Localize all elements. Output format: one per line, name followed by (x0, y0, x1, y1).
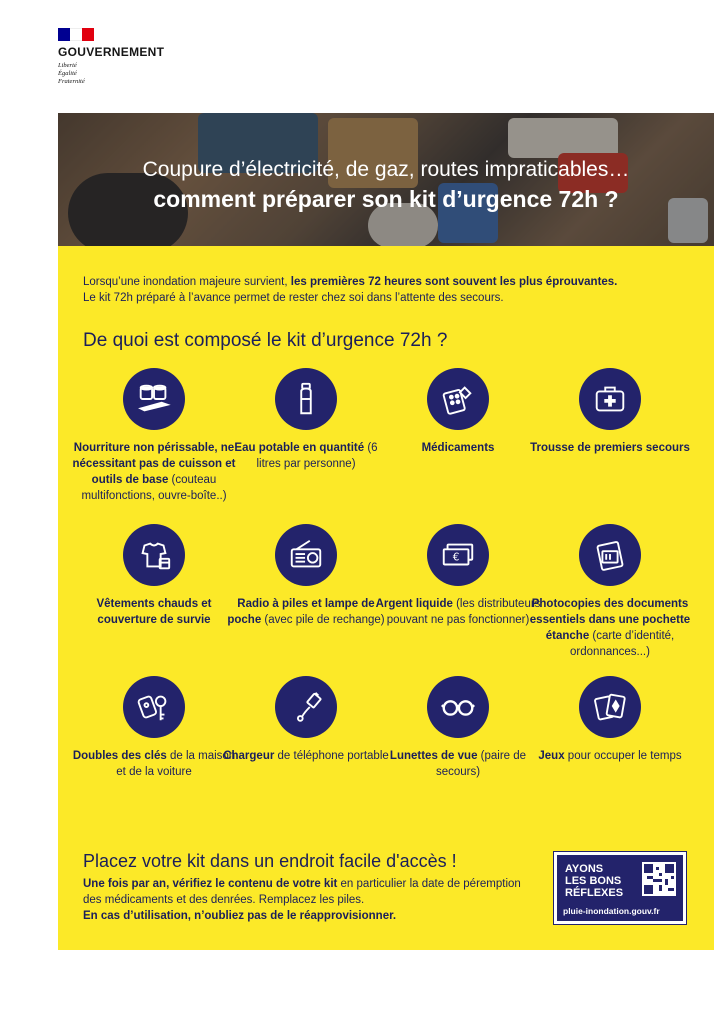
bottom-text (83, 876, 523, 924)
medication-icon (427, 368, 489, 430)
logo-motto (58, 62, 198, 86)
label-bold: Lunettes de vue (389, 750, 478, 762)
good-reflexes-badge (554, 852, 686, 924)
label-bold: Chargeur (223, 750, 275, 762)
documents-pouch-icon (579, 524, 641, 586)
label-bold: Jeux (538, 750, 565, 762)
bottom-p2-bold: En cas d’utilisation, n’oubliez pas de le réapprovisionner. (83, 910, 397, 922)
kit-item-food (69, 368, 239, 504)
kit-item-glasses (373, 676, 543, 780)
motto-egalite: Égalité (58, 70, 77, 77)
bottom-p1-bold: Une fois par an, vérifiez le contenu de votre kit (83, 878, 338, 890)
intro-text (83, 274, 703, 306)
motto-liberte: Liberté (58, 62, 77, 69)
kit-item-label (69, 440, 239, 504)
label-normal: (paire de secours) (435, 750, 527, 778)
intro-part2: les premières 72 heures sont souvent les plus éprouvantes. (290, 276, 618, 288)
kit-item-keys (69, 676, 239, 780)
label-bold: Trousse de premiers secours (530, 442, 690, 454)
kit-item-label (221, 596, 391, 628)
phone-charger-icon (275, 676, 337, 738)
label-bold: Photocopies des documents essentiels dans une pochette étanche (529, 598, 691, 642)
kit-item-clothes (69, 524, 239, 628)
label-bold: Doubles des clés (72, 750, 167, 762)
radio-icon (275, 524, 337, 586)
kit-item-label (69, 596, 239, 628)
kit-item-label (525, 440, 695, 456)
section-title: De quoi est composé le kit d’urgence 72h ? (83, 330, 448, 351)
badge-line1: AYONS (565, 863, 604, 875)
label-normal: de la maison et de la voiture (116, 750, 236, 778)
kit-item-first-aid (525, 368, 695, 456)
label-normal: pour occuper le temps (564, 750, 682, 762)
kit-item-radio (221, 524, 391, 628)
kit-item-medication (373, 368, 543, 456)
badge-text (565, 863, 623, 899)
label-bold: Médicaments (421, 442, 495, 454)
kit-item-label (373, 596, 543, 628)
label-normal: de téléphone portable (274, 750, 389, 762)
hero-banner (58, 113, 714, 246)
kit-item-documents (525, 524, 695, 660)
kit-item-label (373, 440, 543, 456)
kit-item-charger (221, 676, 391, 764)
badge-line3: RÉFLEXES (565, 887, 624, 899)
motto-fraternite: Fraternité (58, 78, 85, 85)
hero-subtitle: Coupure d’électricité, de gaz, routes impraticables… (142, 158, 630, 181)
kit-item-water (221, 368, 391, 472)
label-normal: (avec pile de rechange) (261, 614, 385, 626)
label-bold: Eau potable en quantité (234, 442, 365, 454)
kit-item-label (221, 440, 391, 472)
label-normal: (carte d’identité, ordonnances...) (570, 630, 675, 658)
warm-clothes-icon (123, 524, 185, 586)
kit-item-label (69, 748, 239, 780)
label-bold: Nourriture non périssable, ne nécessitant pas de cuisson et outils de base (72, 442, 236, 486)
label-bold: Vêtements chauds et couverture de survie (96, 598, 212, 626)
intro-part1: Lorsqu’une inondation majeure survient, (83, 276, 291, 288)
content-panel (58, 246, 714, 950)
label-bold: Argent liquide (375, 598, 453, 610)
hero-title: comment préparer son kit d’urgence 72h ? (153, 186, 619, 212)
glasses-icon (427, 676, 489, 738)
cash-icon (427, 524, 489, 586)
svg-text:€: € (452, 551, 460, 564)
water-bottle-icon (275, 368, 337, 430)
kit-item-label (373, 748, 543, 780)
label-normal: (couteau multifonctions, ouvre-boîte..) (81, 474, 227, 502)
first-aid-kit-icon (579, 368, 641, 430)
label-normal: (les distributeurs pouvant ne pas fonctionner) (386, 598, 541, 626)
logo-title: GOUVERNEMENT (58, 45, 165, 59)
qr-code-icon (642, 862, 676, 896)
kit-item-cash (373, 524, 543, 628)
badge-line2: LES BONS (565, 875, 622, 887)
kit-item-label (221, 748, 391, 764)
french-flag-icon (58, 28, 94, 41)
keys-icon (123, 676, 185, 738)
badge-url: pluie-inondation.gouv.fr (563, 906, 660, 916)
food-cans-knife-icon (123, 368, 185, 430)
playing-cards-icon (579, 676, 641, 738)
label-normal: (6 litres par personne) (256, 442, 378, 470)
government-logo (58, 28, 198, 86)
label-bold: Radio à piles et lampe de poche (227, 598, 375, 626)
intro-line2: Le kit 72h préparé à l’avance permet de rester chez soi dans l’attente des secours. (83, 292, 504, 304)
kit-item-games (525, 676, 695, 764)
kit-item-label (525, 748, 695, 764)
bottom-title: Placez votre kit dans un endroit facile d'accès ! (83, 851, 457, 871)
kit-item-label (525, 596, 695, 660)
bottom-p1-normal: en particulier la date de péremption des médicaments et des denrées. Remplacez les piles. (83, 878, 521, 906)
